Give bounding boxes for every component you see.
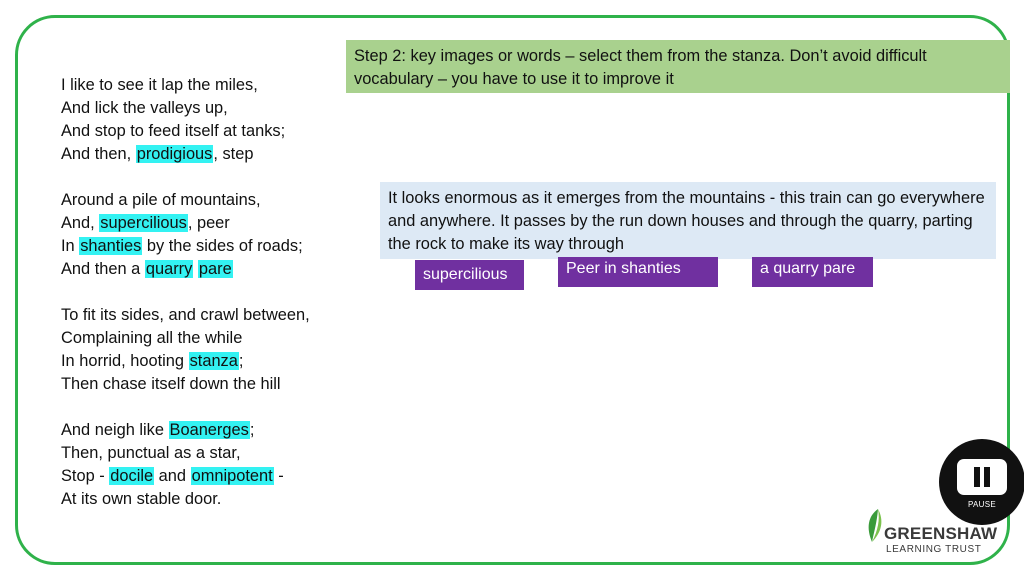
poem-line: And neigh like Boanerges; bbox=[61, 421, 255, 439]
poem-line: At its own stable door. bbox=[61, 490, 222, 508]
pause-label: PAUSE bbox=[967, 500, 997, 509]
poem-line: Then chase itself down the hill bbox=[61, 375, 281, 393]
poem-line: Stop - docile and omnipotent - bbox=[61, 467, 284, 485]
highlighted-word: prodigious bbox=[136, 145, 213, 163]
poem bbox=[61, 74, 310, 511]
poem-line: And then, prodigious, step bbox=[61, 145, 254, 163]
instruction-box: Step 2: key images or words – select them from the stanza. Don’t avoid difficult vocabulary – you have to use it to improve it bbox=[346, 40, 1010, 93]
poem-line: And then a quarry pare bbox=[61, 260, 232, 278]
poem-line: I like to see it lap the miles, bbox=[61, 76, 258, 94]
poem-line: In shanties by the sides of roads; bbox=[61, 237, 303, 255]
poem-line: And, supercilious, peer bbox=[61, 214, 230, 232]
poem-line: And stop to feed itself at tanks; bbox=[61, 122, 286, 140]
poem-line: Around a pile of mountains, bbox=[61, 191, 261, 209]
highlighted-word: docile bbox=[110, 467, 154, 485]
highlighted-word: shanties bbox=[80, 237, 142, 255]
poem-line: Complaining all the while bbox=[61, 329, 243, 347]
logo-subtitle: LEARNING TRUST bbox=[886, 544, 982, 555]
highlighted-word: quarry bbox=[145, 260, 193, 278]
highlighted-word: pare bbox=[198, 260, 232, 278]
key-word-tag[interactable]: a quarry pare bbox=[752, 257, 873, 287]
logo-name: GREENSHAW bbox=[884, 524, 998, 543]
poem-line: To fit its sides, and crawl between, bbox=[61, 306, 310, 324]
key-word-tag[interactable]: Peer in shanties bbox=[558, 257, 718, 287]
highlighted-word: supercilious bbox=[100, 214, 187, 232]
poem-line: And lick the valleys up, bbox=[61, 99, 228, 117]
answer-textbox[interactable]: It looks enormous as it emerges from the mountains - this train can go everywhere and anywhere. It passes by the run down houses and through the quarry, parting the rock to make its way through bbox=[380, 182, 996, 259]
poem-line: Then, punctual as a star, bbox=[61, 444, 241, 462]
pause-icon bbox=[957, 459, 1007, 495]
poem-line: In horrid, hooting stanza; bbox=[61, 352, 244, 370]
highlighted-word: stanza bbox=[189, 352, 238, 370]
highlighted-word: omnipotent bbox=[191, 467, 273, 485]
key-word-tag[interactable]: supercilious bbox=[415, 260, 524, 290]
highlighted-word: Boanerges bbox=[169, 421, 249, 439]
greenshaw-logo bbox=[862, 506, 998, 562]
